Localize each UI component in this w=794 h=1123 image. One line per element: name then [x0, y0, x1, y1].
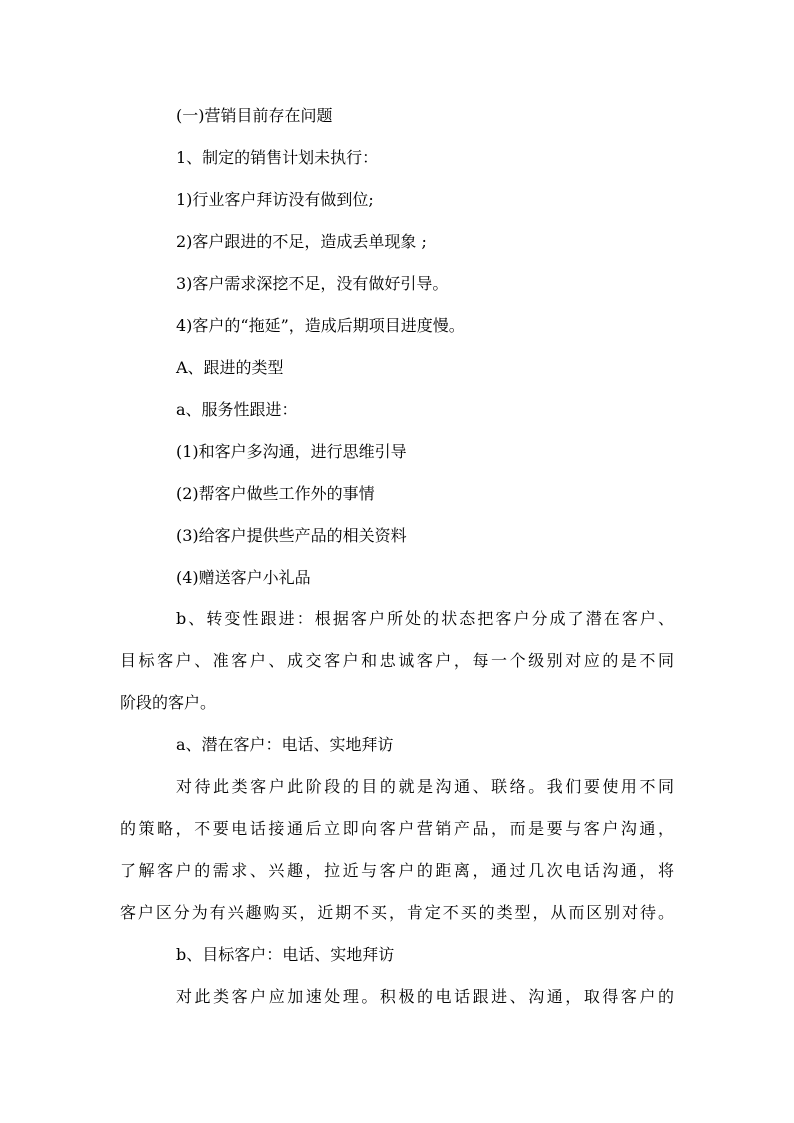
section-heading: (一)营销目前存在问题 [176, 106, 333, 125]
list-item: (1)和客户多沟通，进行思维引导 [176, 442, 407, 461]
subsection-heading: a、服务性跟进： [176, 400, 298, 419]
paragraph-line: 目标客户、准客户、成交客户和忠诚客户，每一个级别对应的是不同 [120, 651, 674, 670]
paragraph-line: 对待此类客户此阶段的目的就是沟通、联络。我们要使用不同 [176, 777, 674, 796]
list-item: (2)帮客户做些工作外的事情 [176, 484, 375, 503]
list-item: 3)客户需求深挖不足，没有做好引导。 [176, 274, 449, 293]
paragraph-line: 的策略，不要电话接通后立即向客户营销产品，而是要与客户沟通， [120, 819, 674, 838]
subsection-heading: b、目标客户：电话、实地拜访 [176, 945, 395, 964]
list-item: 1)行业客户拜访没有做到位; [176, 190, 374, 209]
list-item: 4)客户的“拖延”，造成后期项目进度慢。 [176, 316, 465, 335]
paragraph-line: 阶段的客户。 [120, 693, 217, 712]
list-item: (4)赠送客户小礼品 [176, 568, 311, 587]
list-item: 2)客户跟进的不足，造成丢单现象 ; [176, 232, 427, 251]
numbered-heading: 1、制定的销售计划未执行： [176, 148, 379, 167]
list-item: (3)给客户提供些产品的相关资料 [176, 526, 407, 545]
paragraph-line: 了解客户的需求、兴趣，拉近与客户的距离，通过几次电话沟通，将 [120, 861, 674, 880]
subsection-heading: A、跟进的类型 [176, 358, 284, 377]
subsection-heading: a、潜在客户：电话、实地拜访 [176, 735, 394, 754]
paragraph-line: 客户区分为有兴趣购买，近期不买，肯定不买的类型，从而区别对待。 [120, 903, 674, 922]
paragraph-line: 对此类客户应加速处理。积极的电话跟进、沟通，取得客户的 [176, 987, 674, 1006]
paragraph-line: b、转变性跟进：根据客户所处的状态把客户分成了潜在客户、 [176, 609, 674, 628]
